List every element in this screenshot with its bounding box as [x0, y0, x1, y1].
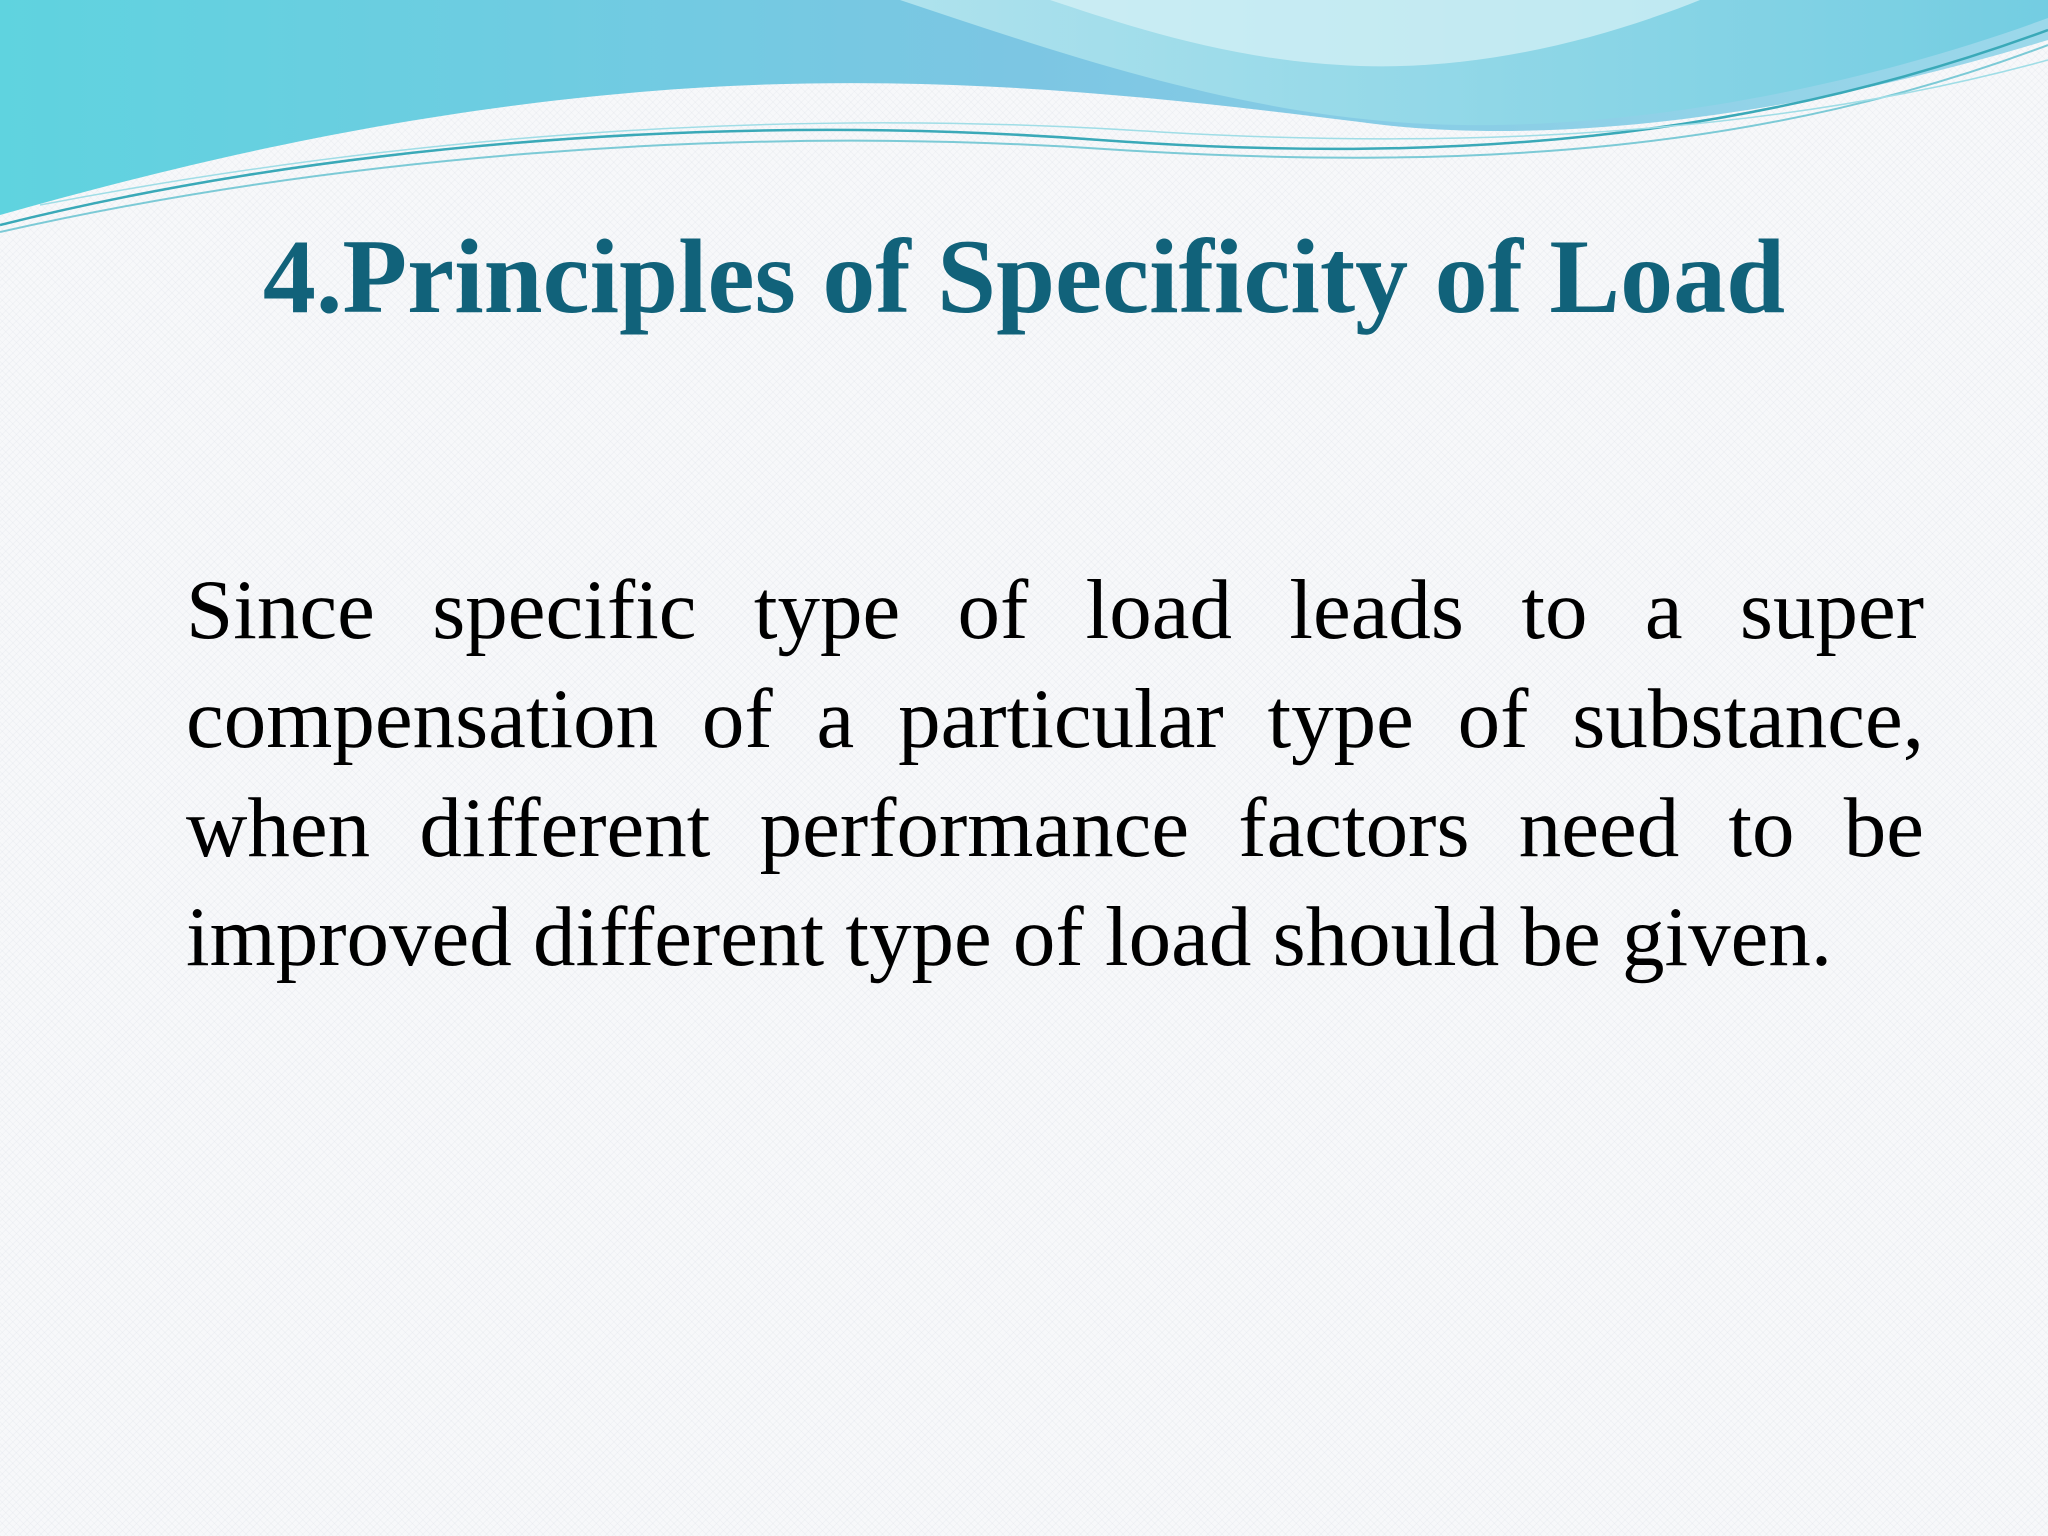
- slide-title: 4.Principles of Specificity of Load: [262, 218, 1786, 335]
- slide-body-text: Since specific type of load leads to a super compensation of a particular type of substance, when different performance factors need to be improved different type of load should be given.: [186, 563, 1924, 984]
- wave-banner-decoration: [0, 0, 2048, 240]
